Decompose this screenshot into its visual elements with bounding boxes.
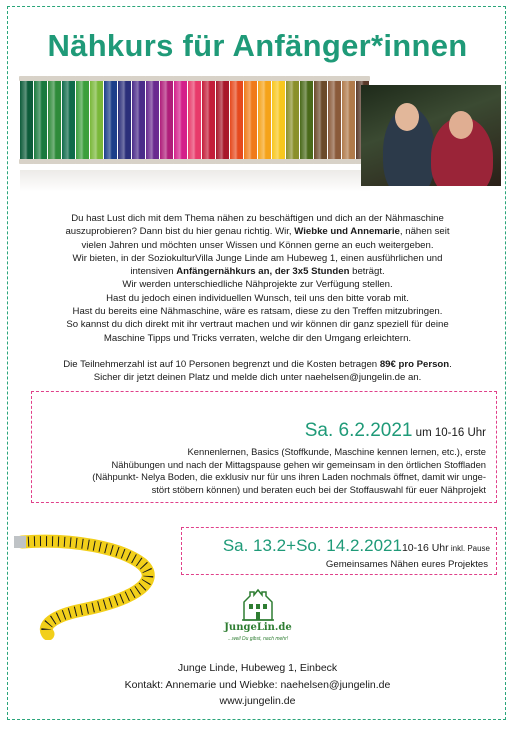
thread-spool [132,78,145,162]
intro-line: Du hast Lust dich mit dem Thema nähen zu beschäftigen und dich an der Nähmaschine [71,213,444,224]
thread-spool [90,78,103,162]
thread-spool [160,78,173,162]
session-1-date-text: Sa. 6.2.2021 [304,420,413,441]
session-2-date [223,536,490,556]
thread-spool [216,78,229,162]
thread-spool [342,78,355,162]
intro-line: So kannst du dich direkt mit ihr vertraut machen und wir können dir ganz speziell für deine [66,319,449,331]
thread-spool [328,78,341,162]
page-title: Nähkurs für Anfänger*innen [47,28,468,63]
footer-website[interactable]: www.jungelin.de [219,695,296,707]
session-2-date-text: Sa. 13.2+So. 14.2.2021 [222,536,402,555]
footer-contact: Kontakt: Annemarie und Wiebke: naehelsen@jungelin.de [124,678,391,691]
session-1-time: um 10-16 Uhr [412,427,486,439]
thread-spool [174,78,187,162]
thread-spool [48,78,61,162]
logo-name: JungeLin.de [224,622,292,633]
jungelinde-logo [213,586,303,648]
thread-spool [202,78,215,162]
thread-spool [146,78,159,162]
session-1-description: Kennenlernen, Basics (Stoffkunde, Maschine kennen lernen, etc.), erste Nähübungen und nach der Mittagspause gehen wir gemeinsam in den örtlichen Stoffladen (Nähpunkt- Nelya Boden, die exklusiv nur für uns ihren Laden nochmals öffnet, damit wir unge- stört stöbern können) und beraten euch bei der Stoffauswahl für euer Nähprojekt [92,446,486,495]
intro-line: Wir werden unterschiedliche Nähprojekte zur Verfügung stellen. [122,279,393,291]
thread-spool [76,78,89,162]
intro-text [30,212,485,385]
session-2-note: inkl. Pause [448,544,490,553]
footer [0,660,515,710]
session-2-box [181,527,497,575]
thread-spool [258,78,271,162]
thread-spool [118,78,131,162]
intro-line: Hast du jedoch einen individuellen Wunsch, teil uns den bitte vorab mit. [106,292,409,304]
thread-spool [62,78,75,162]
thread-spool [286,78,299,162]
thread-spools-image [20,78,370,176]
session-1-box [31,391,497,503]
signup-line: Sicher dir jetzt deinen Platz und melde dich unter naehelsen@jungelin.de an. [93,372,422,384]
thread-spool [230,78,243,162]
intro-line: Hast du bereits eine Nähmaschine, wäre es ratsam, diese zu den Treffen mitzubringen. [72,306,443,318]
thread-spool [244,78,257,162]
thread-spool [300,78,313,162]
price-line: Die Teilnehmerzahl ist auf 10 Personen begrenzt und die Kosten betragen 89€ pro Person. [63,358,452,370]
thread-spool [188,78,201,162]
thread-spool [314,78,327,162]
measuring-tape-image [12,530,172,640]
villa-icon [240,586,276,622]
face-right [449,111,473,139]
intro-line: Wir bieten, in der SoziokulturVilla Junge Linde am Hubeweg 1, einen ausführlichen und [72,252,443,264]
session-2-description: Gemeinsames Nähen eures Projektes [325,559,488,570]
intro-line: vielen Jahren und möchten unser Wissen und Können gerne an euch weitergeben. [81,239,434,251]
face-left [395,103,419,131]
spools-reflection [20,170,370,192]
logo-tagline: ...weil Du gibst, nach mehr! [227,636,289,642]
thread-spool [272,78,285,162]
thread-spool [34,78,47,162]
thread-spool [104,78,117,162]
thread-spool [20,78,33,162]
instructors-photo [361,85,501,186]
intro-line: Maschine Tipps und Tricks verraten, welche dir den Umgang erleichtern. [103,332,412,344]
intro-line: intensiven Anfängernähkurs an, der 3x5 Stunden beträgt. [130,266,385,278]
session-1-date [305,420,486,442]
footer-address: Junge Linde, Hubeweg 1, Einbeck [177,662,338,674]
intro-line: auszuprobieren? Dann bist du hier genau richtig. Wir, Wiebke und Annemarie, nähen seit [65,226,450,238]
session-2-time: 10-16 Uhr [401,542,449,554]
